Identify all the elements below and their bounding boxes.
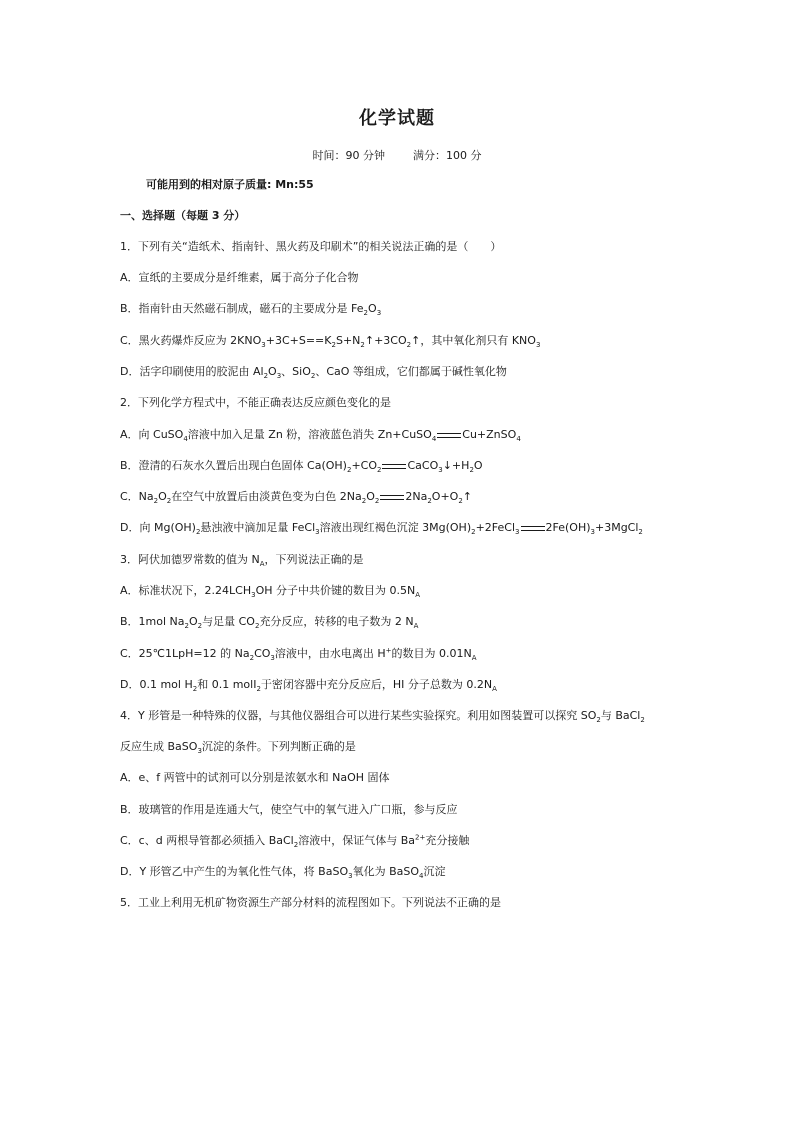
q4-option-d: D．Y 形管乙中产生的为氧化性气体，将 BaSO$_3$氧化为 BaSO$_4$沉淀 [120, 865, 446, 881]
exam-score: 满分：100 分 [413, 149, 482, 162]
q2-option-d: D．向 $Mg(OH)_2$悬浊液中滴加足量 FeCl$_3$溶液出现红褐色沉淀 $3Mg(OH)_2+2FeCl_3$ $2Fe(OH)_3+3MgCl_2$ [120, 521, 643, 537]
q3-option-a: A．标准状况下，$2.24LCH_3OH$ 分子中共价键的数目为 $0.5N_A$ [120, 584, 421, 600]
equals-sign-icon [380, 495, 404, 500]
q4-stem-line1: 4．Y 形管是一种特殊的仪器，与其他仪器组合可以进行某些实验探究。利用如图装置可以探究 $SO_2$与 BaCl$_2$ [120, 709, 645, 725]
q3-option-b: B．1mol $Na_2O_2$与足量 $CO_2$充分反应，转移的电子数为 2 $N_A$ [120, 615, 419, 631]
q2-option-a: A．向 CuSO$_4$溶液中加入足量 Zn 粉，溶液蓝色消失 Zn+CuSO$_4$ Cu+ZnSO$_4$ [120, 428, 521, 444]
equals-sign-icon [521, 526, 545, 531]
q2-stem: 2．下列化学方程式中，不能正确表达反应颜色变化的是 [120, 396, 391, 409]
section-heading: 一、选择题（每题 3 分） [120, 209, 246, 222]
exam-title: 化学试题 [359, 108, 435, 129]
q3-option-d: D．0.1 mol $H_2$和 0.1 molI$_2$于密闭容器中充分反应后，HI 分子总数为 $0.2N_A$ [120, 678, 497, 694]
equals-sign-icon [382, 464, 406, 469]
q3-option-c: C．25℃1LpH=12 的 $Na_2CO_3$溶液中，由水电离出 H+的数目为 $0.01N_A$ [120, 646, 477, 663]
q1-option-d: D．活字印刷使用的胶泥由 $Al_2O_3$、SiO$_2$、CaO 等组成，它们都属于碱性氧化物 [120, 365, 507, 381]
exam-time: 时间：90 分钟 [312, 149, 385, 162]
exam-meta [0, 147, 794, 163]
q1-option-c: C．黑火药爆炸反应为 $2KNO_3+3C+S==K_2S+N_2↑+3CO_2↑$，其中氧化剂只有 $KNO_3$ [120, 334, 541, 350]
q3-stem: 3．阿伏加德罗常数的值为 $N_A$，下列说法正确的是 [120, 553, 364, 569]
q4-stem-line2: 反应生成 BaSO$_3$沉淀的条件。下列判断正确的是 [120, 740, 356, 756]
equals-sign-icon [437, 433, 461, 438]
q2-option-c: C．$Na_2O_2$在空气中放置后由淡黄色变为白色 $2Na_2O_2$ $2Na_2O+O_2↑$ [120, 490, 473, 506]
q4-option-a: A．e、f 两管中的试剂可以分别是浓氨水和 NaOH 固体 [120, 771, 390, 784]
q1-stem: 1．下列有关“造纸术、指南针、黑火药及印刷术”的相关说法正确的是（ ） [120, 240, 502, 253]
q1-option-a: A．宣纸的主要成分是纤维素，属于高分子化合物 [120, 271, 359, 284]
atomic-mass-note: 可能用到的相对原子质量: Mn:55 [146, 178, 314, 191]
q1-option-b: B．指南针由天然磁石制成，磁石的主要成分是 $Fe_2O_3$ [120, 302, 382, 318]
q4-option-c: C．c、d 两根导管都必须插入 BaCl$_2$溶液中，保证气体与 $Ba^{2+}$充分接触 [120, 833, 470, 850]
q4-option-b: B．玻璃管的作用是连通大气，使空气中的氧气进入广口瓶，参与反应 [120, 803, 458, 816]
q2-option-b: B．澄清的石灰水久置后出现白色固体 $Ca(OH)_2+CO_2$ $CaCO_3↓+H_2O$ [120, 459, 483, 475]
q5-stem: 5．工业上利用无机矿物资源生产部分材料的流程图如下。下列说法不正确的是 [120, 896, 501, 909]
